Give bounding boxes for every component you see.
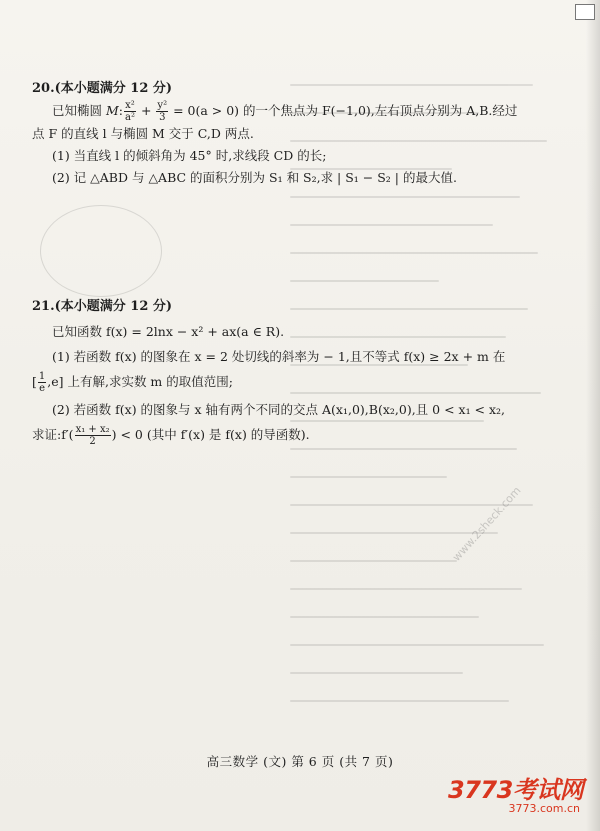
fraction-1-over-e: $\frac{1}{e}$ [38,371,46,394]
question-20-line-2: 点 F 的直线 l 与椭圆 M 交于 C,D 两点. [32,126,254,141]
site-watermark: www.2sheck.com [450,484,524,564]
question-21-part-2a: (2) 若函数 f(x) 的图象与 x 轴有两个不同的交点 A(x₁,0),B(x₂,0),且 0 < x₁ < x₂, [52,402,506,417]
page-edge-shadow [586,0,600,831]
question-20-part-2: (2) 记 △ABD 与 △ABC 的面积分别为 S₁ 和 S₂,求 | S₁ − S₂ | 的最大值. [52,170,457,185]
page-footer: 高三数学 (文) 第 6 页 (共 7 页) [206,754,394,769]
fraction-x2-over-a2: $\frac{\text{x²}}{\text{a²}}$ [125,100,135,123]
question-20-line-1: 已知椭圆 M: $\frac{\text{x²}}{\text{a²}}$ + $\frac{\text{y²}}{3}$ = 0(a > 0) 的一个焦点为 F(−1,0),左右顶点分别为 A,B.经过 [52,100,518,123]
question-20-heading: 20.(本小题满分 12 分) [32,81,173,96]
question-21-part-1a: (1) 若函数 f(x) 的图象在 x = 2 处切线的斜率为 − 1,且不等式 f(x) ≥ 2x + m 在 [52,349,506,364]
page-corner-mark [575,4,595,20]
fraction-y2-over-3: $\frac{\text{y²}}{3}$ [157,100,168,123]
fraction-x1-plus-x2-over-2: $\frac{\text{x₁ + x₂}}{2}$ [75,424,110,447]
logo-url-text: 3773.com.cn [508,802,580,815]
site-logo [448,770,588,820]
question-21-part-2b: 求证:f′( $\frac{\text{x₁ + x₂}}{2}$ ) < 0 (其中 f′(x) 是 f(x) 的导函数). [32,424,310,447]
question-20 [32,78,562,189]
question-21 [32,296,562,447]
show-through-diagram [40,205,162,297]
question-21-heading: 21.(本小题满分 12 分) [32,299,173,314]
question-20-part-1: (1) 当直线 l 的倾斜角为 45° 时,求线段 CD 的长; [52,148,327,163]
question-21-line-1: 已知函数 f(x) = 2lnx − x² + ax(a ∈ R). [52,324,285,339]
logo-main-text: 3773考试网 [448,776,584,804]
question-21-part-1b: [ $\frac{1}{e}$ ,e] 上有解,求实数 m 的取值范围; [32,371,233,394]
